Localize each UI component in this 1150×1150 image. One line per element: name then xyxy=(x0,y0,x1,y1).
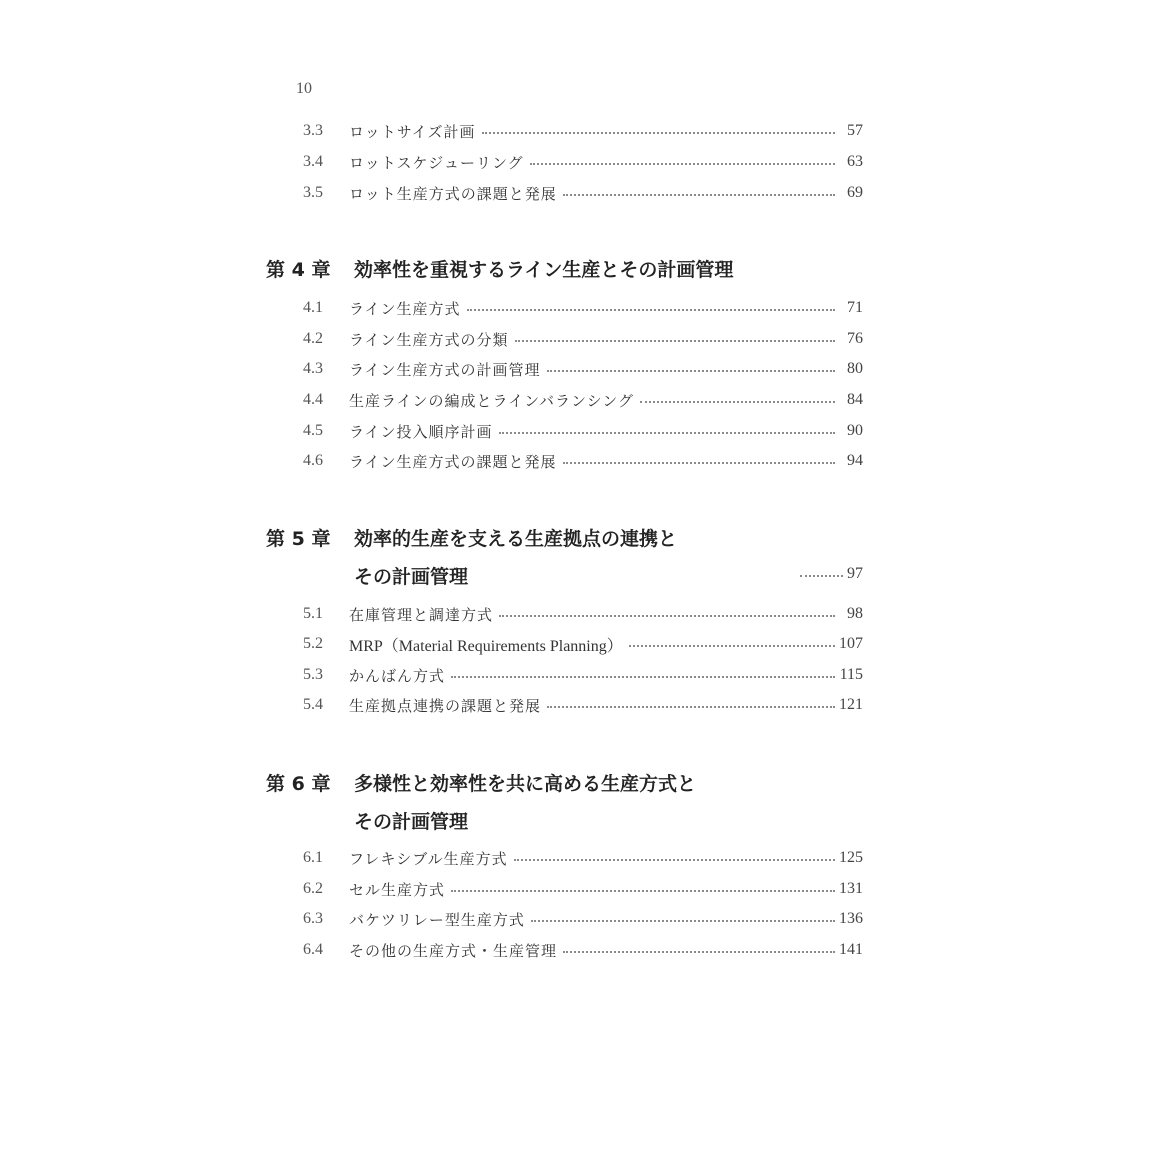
dot-leader xyxy=(563,951,835,953)
section-title: その他の生産方式・生産管理 xyxy=(349,941,558,960)
toc-entry[interactable] xyxy=(303,632,863,656)
section-page: 115 xyxy=(839,666,863,683)
section-number: 5.1 xyxy=(303,605,323,622)
chapter-title: 効率性を重視するライン生産とその計画管理 xyxy=(354,259,734,281)
section-number: 4.2 xyxy=(303,330,323,347)
section-title: 生産ラインの編成とラインバランシング xyxy=(349,391,635,410)
dot-leader xyxy=(563,194,835,196)
section-page: 125 xyxy=(839,849,863,866)
dot-leader xyxy=(467,309,835,311)
section-page: 98 xyxy=(847,605,863,622)
chapter-label: 第 4 章 xyxy=(266,259,331,281)
section-page: 141 xyxy=(839,941,863,958)
dot-leader xyxy=(629,645,835,647)
chapter-title: 多様性と効率性を共に高める生産方式と xyxy=(354,773,697,795)
dot-leader xyxy=(547,706,835,708)
toc-entry[interactable] xyxy=(303,602,863,626)
section-page: 80 xyxy=(847,360,863,377)
toc-entry[interactable] xyxy=(303,693,863,717)
section-title: ライン生産方式の計画管理 xyxy=(349,360,541,379)
toc-entry[interactable] xyxy=(303,357,863,381)
chapter-label: 第 5 章 xyxy=(266,528,331,550)
dot-leader xyxy=(531,920,835,922)
dot-leader xyxy=(499,615,835,617)
section-title: MRP（Material Requirements Planning） xyxy=(349,637,623,655)
toc-entry[interactable] xyxy=(303,181,863,205)
toc-entry[interactable] xyxy=(303,388,863,412)
toc-entry[interactable] xyxy=(303,419,863,443)
dot-leader xyxy=(563,462,835,464)
section-number: 6.3 xyxy=(303,910,323,927)
section-number: 5.4 xyxy=(303,696,323,713)
chapter-page: 97 xyxy=(847,565,863,582)
section-number: 3.3 xyxy=(303,122,323,139)
section-title: バケツリレー型生産方式 xyxy=(349,910,525,929)
section-page: 57 xyxy=(847,122,863,139)
section-number: 5.2 xyxy=(303,635,323,652)
page-number: 10 xyxy=(296,80,312,97)
section-number: 3.5 xyxy=(303,184,323,201)
section-number: 5.3 xyxy=(303,666,323,683)
dot-leader xyxy=(451,676,835,678)
dot-leader xyxy=(499,432,835,434)
toc-entry[interactable] xyxy=(303,846,863,870)
dot-leader xyxy=(514,859,835,861)
chapter-page-leader xyxy=(800,562,863,586)
section-title: ロットスケジューリング xyxy=(349,153,524,172)
dot-leader xyxy=(530,163,835,165)
section-number: 4.4 xyxy=(303,391,323,408)
toc-entry[interactable] xyxy=(303,663,863,687)
section-page: 84 xyxy=(847,391,863,408)
section-title: ライン生産方式 xyxy=(349,299,461,318)
toc-entry[interactable] xyxy=(303,119,863,143)
section-title: ライン生産方式の課題と発展 xyxy=(349,452,557,471)
toc-entry[interactable] xyxy=(303,150,863,174)
chapter-4-heading[interactable] xyxy=(266,255,733,282)
dot-leader xyxy=(547,370,835,372)
chapter-6-heading[interactable] xyxy=(266,769,696,796)
dot-leader xyxy=(451,890,835,892)
toc-entry[interactable] xyxy=(303,296,863,320)
toc-entry[interactable] xyxy=(303,877,863,901)
toc-entry[interactable] xyxy=(303,907,863,931)
chapter-label: 第 6 章 xyxy=(266,773,331,795)
dot-leader xyxy=(482,132,835,134)
toc-entry[interactable] xyxy=(303,327,863,351)
section-page: 131 xyxy=(839,880,863,897)
chapter-title-continuation[interactable]: その計画管理 xyxy=(354,811,469,833)
section-title: 在庫管理と調達方式 xyxy=(349,605,494,624)
section-title: ライン生産方式の分類 xyxy=(349,330,509,349)
section-title: セル生産方式 xyxy=(349,880,446,899)
section-number: 4.6 xyxy=(303,452,323,469)
dot-leader xyxy=(640,401,835,403)
section-title: フレキシブル生産方式 xyxy=(349,849,508,868)
dot-leader xyxy=(800,575,843,577)
chapter-title: 効率的生産を支える生産拠点の連携と xyxy=(354,528,678,550)
section-title: ロットサイズ計画 xyxy=(349,122,476,141)
section-page: 107 xyxy=(839,635,863,652)
section-page: 76 xyxy=(847,330,863,347)
section-page: 136 xyxy=(839,910,863,927)
dot-leader xyxy=(515,340,835,342)
section-page: 94 xyxy=(847,452,863,469)
section-number: 4.3 xyxy=(303,360,323,377)
section-number: 6.1 xyxy=(303,849,323,866)
section-page: 90 xyxy=(847,422,863,439)
section-title: 生産拠点連携の課題と発展 xyxy=(349,696,542,715)
section-number: 3.4 xyxy=(303,153,323,170)
section-title: かんばん方式 xyxy=(349,666,446,685)
section-number: 6.2 xyxy=(303,880,323,897)
chapter-title-continuation[interactable]: その計画管理 xyxy=(354,566,469,588)
section-title: ロット生産方式の課題と発展 xyxy=(349,184,557,203)
section-title: ライン投入順序計画 xyxy=(349,422,493,441)
toc-entry[interactable] xyxy=(303,449,863,473)
section-page: 121 xyxy=(839,696,863,713)
section-page: 69 xyxy=(847,184,863,201)
section-number: 4.1 xyxy=(303,299,323,316)
section-number: 4.5 xyxy=(303,422,323,439)
section-number: 6.4 xyxy=(303,941,323,958)
toc-entry[interactable] xyxy=(303,938,863,962)
section-page: 63 xyxy=(847,153,863,170)
chapter-5-heading[interactable] xyxy=(266,524,677,551)
section-page: 71 xyxy=(847,299,863,316)
